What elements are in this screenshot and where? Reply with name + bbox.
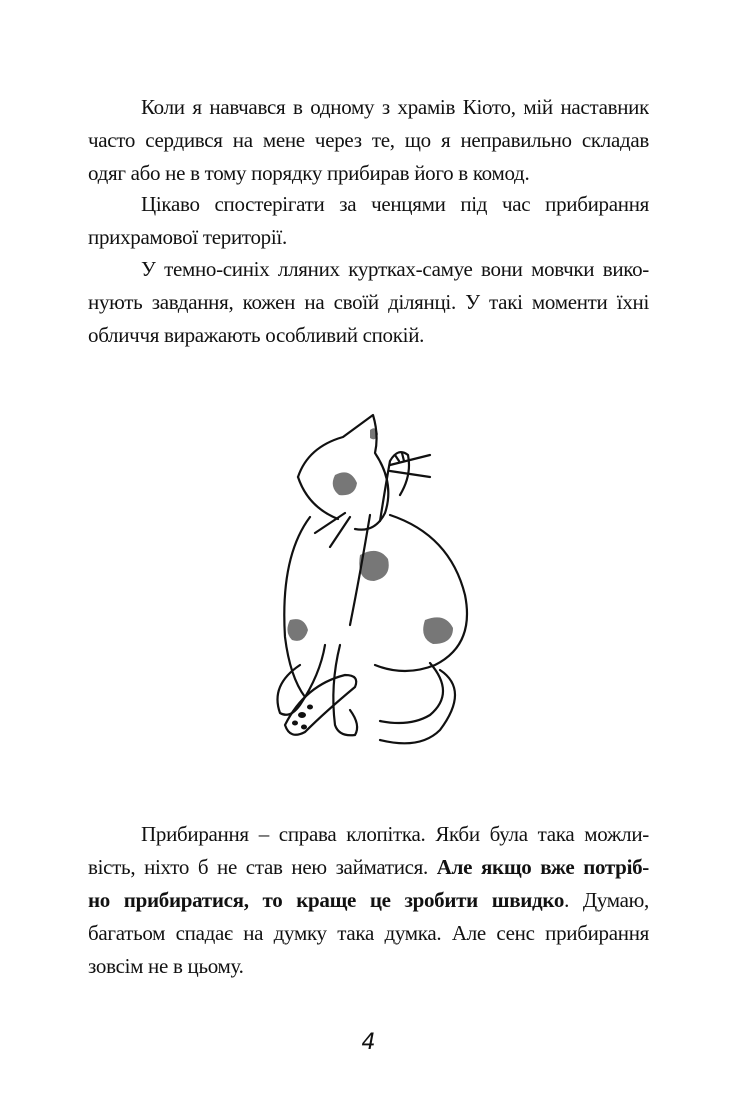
cat-illustration xyxy=(240,405,490,755)
text-line: зовсім не в цьому. xyxy=(88,954,244,978)
text-line: У темно-синіх лляних куртках-самуе вони мовчки вико- xyxy=(141,257,649,281)
text-line xyxy=(88,851,649,884)
text-span: вість, ніхто б не став нею займатися. xyxy=(88,855,437,879)
text-line: часто сердився на мене через те, що я неправильно складав xyxy=(88,128,649,152)
page-number: 4 xyxy=(361,1030,376,1055)
text-span: . Думаю, xyxy=(564,888,649,912)
text-line: одяг або не в тому порядку прибирав його в комод. xyxy=(88,161,530,185)
text-line: Прибирання – справа клопітка. Якби була така можли- xyxy=(141,822,649,846)
bold-text: Але якщо вже потріб- xyxy=(436,855,649,879)
text-line: прихрамової території. xyxy=(88,225,287,249)
paragraph-4 xyxy=(88,818,649,983)
text-line: Коли я навчався в одному з храмів Кіото, мій наставник xyxy=(141,95,649,119)
paragraph-1 xyxy=(88,91,649,190)
paragraph-3 xyxy=(88,253,649,352)
text-line: нують завдання, кожен на своїй ділянці. У такі моменти їхні xyxy=(88,290,649,314)
text-line xyxy=(88,884,649,917)
text-line: Цікаво спостерігати за ченцями під час прибирання xyxy=(141,192,649,216)
bold-text: но прибиратися, то краще це зробити швидко xyxy=(88,888,565,912)
text-line: обличчя виражають особливий спокій. xyxy=(88,323,425,347)
paragraph-2 xyxy=(88,188,649,254)
text-line: багатьом спадає на думку така думка. Але сенс прибирання xyxy=(88,921,649,945)
cat-icon xyxy=(240,405,490,755)
